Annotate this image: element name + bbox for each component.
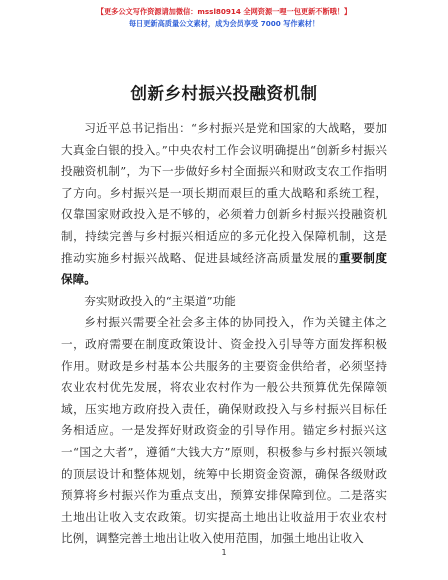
promo-line-wechat: 【更多公文写作资源请加微信：mssl80914 全网资源一哩一包更新不断哦！】 — [96, 7, 352, 16]
promo-line-membership: 每日更新高质量公文素材，成为会员享受 7000 写作素材！ — [128, 19, 320, 28]
promo-banner — [0, 6, 448, 30]
paragraph-intro-text: 习近平总书记指出：“乡村振兴是党和国家的大战略，要加大真金白银的投入。”中央农村工作会议明确提出“创新乡村振兴投融资机制”，为下一步做好乡村全面振兴和财政支农工作指明了方向。乡村振兴是一项长期而艰巨的重大战略和系统工程，仅靠国家财政投入是不够的，必须着力创新乡村振兴投融资机制，持续完善与乡村振兴相适应的多元化投入保障机制，这是推动实施乡村振兴战略、促进县域经济高质量发展的 — [61, 121, 387, 265]
paragraph-body: 乡村振兴需要全社会多主体的协同投入，作为关键主体之一，政府需要在制度政策设计、资金投入引导等方面发挥积极作用。财政是乡村基本公共服务的主要资金供给者，必须坚持农业农村优先发展，将农业农村作为一般公共预算优先保障领域，压实地方政府投入责任，确保财政投入与乡村振兴目标任务相适应。一是发挥好财政资金的引导作用。锚定乡村振兴这一“国之大者”，遵循“大钱大方”原则，积极参与乡村振兴领域的顶层设计和整体规划，统筹中长期资金资源，确保各级财政预算将乡村振兴作为重点支出，预算安排保障到位。二是落实土地出让收入支农政策。切实提高土地出让收益用于农业农村比例，调整完善土地出让收入使用范围，加强土地出让收入 — [61, 315, 387, 546]
document-body — [61, 118, 387, 550]
paragraph-intro — [61, 118, 387, 291]
section-heading: 夯实财政投入的“主渠道”功能 — [84, 293, 236, 308]
page-number: 1 — [221, 548, 227, 557]
paragraph-intro-bold: 重要制度保障。 — [61, 250, 387, 287]
document-title: 创新乡村振兴投融资机制 — [130, 84, 318, 103]
